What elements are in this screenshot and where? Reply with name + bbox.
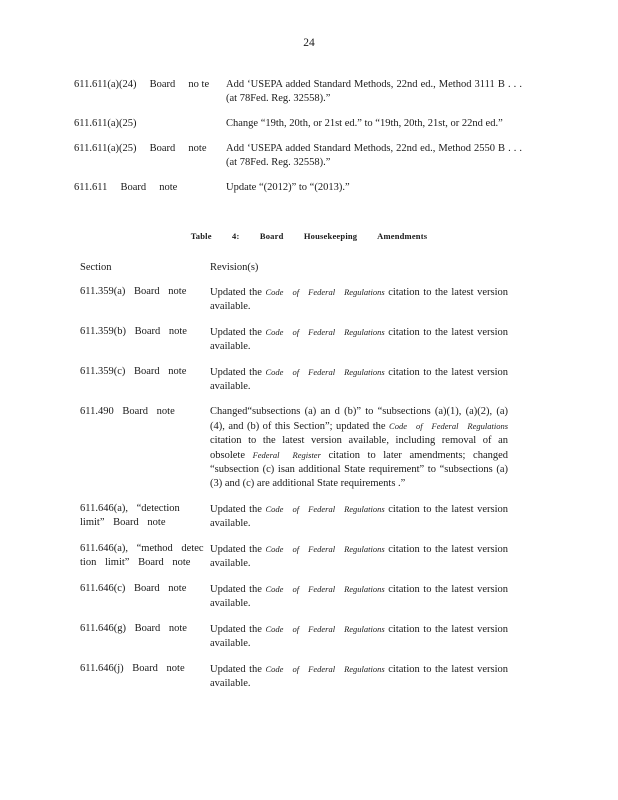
revision-text: citation to the latest version available. (210, 544, 509, 569)
entry-description: Add ‘USEPA added Standard Methods, 22nd ed., Method 3111 B . . . (at 78Fed. Reg. 32558).” (226, 79, 522, 104)
entry-section: 611.611(a)(25) Board note (74, 143, 207, 154)
amendment-list (74, 78, 522, 206)
entry-description: Update “(2012)” to “(2013).” (226, 182, 350, 193)
table-row (80, 502, 508, 531)
revision-text: citation to later amendments; changed “subsection (c) isan additional State requirement” to “subsections (a)(3) and (c) are additional State requirements .” (210, 450, 509, 489)
revision-text: Changed“subsections (a) an d (b)” to “subsections (a)(1), (a)(2), (a)(4), and (b) of this Section”; updated the (210, 406, 508, 432)
cfr-title: Code of Federal Regulations (265, 664, 385, 674)
table-row (80, 405, 508, 491)
cfr-title: Code of Federal Regulations (265, 504, 385, 514)
row-revision (210, 285, 508, 314)
row-revision (210, 502, 508, 531)
page-number: 24 (303, 37, 315, 49)
housekeeping-table (80, 261, 508, 702)
row-revision (210, 622, 508, 651)
table-row (80, 582, 508, 611)
revision-text: citation to the latest version available. (210, 504, 509, 529)
table-header (80, 261, 508, 275)
revision-text: Updated the (210, 504, 262, 515)
cfr-title: Code of Federal Regulations (265, 544, 385, 554)
table-row (80, 542, 508, 571)
cfr-title: Code of Federal Regulations (265, 327, 385, 337)
cfr-title: Code of Federal Regulations (265, 584, 385, 594)
row-section: 611.359(a) Board note (80, 286, 187, 297)
cfr-title: Code of Federal Regulations (265, 367, 385, 377)
table-row (80, 325, 508, 354)
revision-text: citation to the latest version available. (210, 584, 509, 609)
revision-text: Updated the (210, 544, 262, 555)
revision-text: Updated the (210, 624, 262, 635)
row-section: 611.646(a), “method detec tion limit” Board note (80, 543, 204, 568)
entry-description: Change “19th, 20th, or 21st ed.” to “19th, 20th, 21st, or 22nd ed.” (226, 118, 503, 129)
entry-section: 611.611 Board note (74, 182, 178, 193)
revision-text: citation to the latest version available. (210, 664, 509, 689)
revision-text: citation to the latest version available. (210, 367, 509, 392)
revision-text: citation to the latest version available, including removal of an obsolete (210, 435, 508, 461)
table-row (80, 365, 508, 394)
amendment-entry (74, 117, 522, 131)
entry-section: 611.611(a)(25) (74, 118, 137, 129)
row-section: 611.359(b) Board note (80, 326, 187, 337)
row-revision (210, 365, 508, 394)
revision-text: citation to the latest version available. (210, 624, 509, 649)
row-section: 611.646(g) Board note (80, 623, 187, 634)
revision-text: Updated the (210, 327, 262, 338)
column-header-revision: Revision(s) (210, 262, 259, 273)
cfr-title: Code of Federal Regulations (265, 624, 385, 634)
row-revision (210, 662, 508, 691)
table-row (80, 622, 508, 651)
revision-text: Updated the (210, 664, 262, 675)
amendment-entry (74, 78, 522, 106)
row-revision (210, 325, 508, 354)
table-row (80, 662, 508, 691)
revision-text: citation to the latest version available. (210, 287, 509, 312)
row-section: 611.359(c) Board note (80, 366, 187, 377)
table-body (80, 285, 508, 691)
table-title: Table 4: Board Housekeeping Amendments (190, 231, 428, 241)
cfr-title: Code of Federal Regulations (389, 421, 509, 431)
row-revision (210, 542, 508, 571)
federal-register-title: Federal Register (252, 450, 321, 460)
cfr-title: Code of Federal Regulations (265, 287, 385, 297)
table-row (80, 285, 508, 314)
row-section: 611.646(c) Board note (80, 583, 187, 594)
revision-text: Updated the (210, 584, 262, 595)
amendment-entry (74, 142, 522, 170)
row-section: 611.490 Board note (80, 406, 175, 417)
row-section: 611.646(a), “detection limit” Board note (80, 503, 180, 528)
row-revision (210, 405, 508, 491)
row-section: 611.646(j) Board note (80, 663, 185, 674)
revision-text: Updated the (210, 287, 262, 298)
entry-description: Add ‘USEPA added Standard Methods, 22nd ed., Method 2550 B . . . (at 78Fed. Reg. 32558).” (226, 143, 522, 168)
revision-text: Updated the (210, 367, 262, 378)
amendment-entry (74, 181, 522, 195)
row-revision (210, 582, 508, 611)
revision-text: citation to the latest version available. (210, 327, 509, 352)
column-header-section: Section (80, 262, 112, 273)
entry-section: 611.611(a)(24) Board no te (74, 79, 210, 90)
